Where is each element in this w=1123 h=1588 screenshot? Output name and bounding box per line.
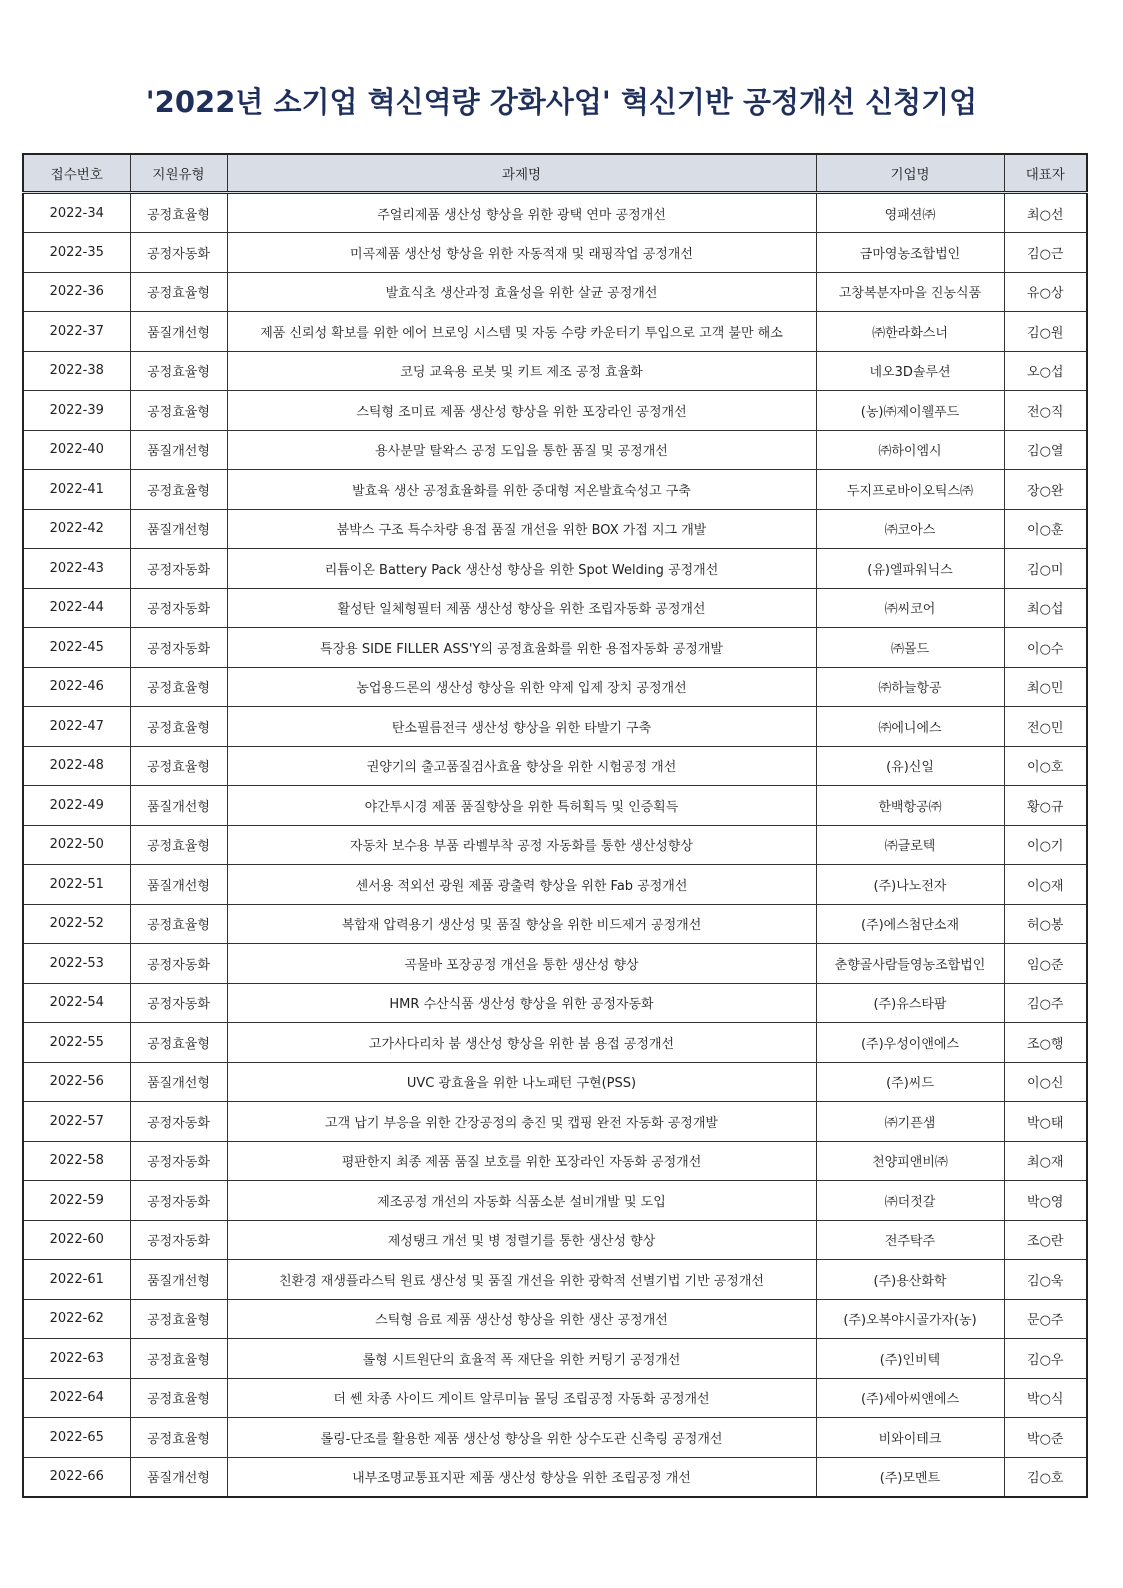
- cell-receipt-number: 2022-58: [23, 1141, 130, 1181]
- cell-project-title: 탄소필름전극 생산성 향상을 위한 타발기 구축: [227, 707, 816, 747]
- cell-representative: 황○규: [1004, 786, 1087, 826]
- cell-company-name: 춘향골사람들영농조합법인: [816, 944, 1004, 984]
- cell-support-type: 공정효율형: [130, 707, 227, 747]
- cell-company-name: ㈜한라화스너: [816, 312, 1004, 352]
- cell-project-title: 농업용드론의 생산성 향상을 위한 약제 입제 장치 공정개선: [227, 667, 816, 707]
- table-row: [23, 509, 1087, 549]
- table-row: [23, 1299, 1087, 1339]
- cell-representative: 조○란: [1004, 1220, 1087, 1260]
- cell-project-title: 제품 신뢰성 확보를 위한 에어 브로잉 시스템 및 자동 수량 카운터기 투입으로 고객 불만 해소: [227, 312, 816, 352]
- cell-project-title: 야간투시경 제품 품질향상을 위한 특허획득 및 인증획득: [227, 786, 816, 826]
- cell-support-type: 공정효율형: [130, 1378, 227, 1418]
- table-row: [23, 233, 1087, 273]
- cell-project-title: 고객 납기 부응을 위한 간장공정의 충진 및 캡핑 완전 자동화 공정개발: [227, 1102, 816, 1142]
- cell-support-type: 공정자동화: [130, 628, 227, 668]
- cell-representative: 전○직: [1004, 391, 1087, 431]
- header-project-title: 과제명: [227, 154, 816, 193]
- applicants-table-wrapper: [22, 153, 1086, 1498]
- cell-representative: 김○원: [1004, 312, 1087, 352]
- page-title: '2022년 소기업 혁신역량 강화사업' 혁신기반 공정개선 신청기업: [145, 85, 978, 119]
- header-receipt-number: 접수번호: [23, 154, 130, 193]
- cell-support-type: 공정효율형: [130, 351, 227, 391]
- cell-representative: 이○재: [1004, 865, 1087, 905]
- cell-support-type: 공정효율형: [130, 825, 227, 865]
- cell-company-name: (주)우성이앤에스: [816, 1023, 1004, 1063]
- table-row: [23, 1141, 1087, 1181]
- table-row: [23, 667, 1087, 707]
- cell-receipt-number: 2022-59: [23, 1181, 130, 1221]
- table-row: [23, 1023, 1087, 1063]
- cell-project-title: 센서용 적외선 광원 제품 광출력 향상을 위한 Fab 공정개선: [227, 865, 816, 905]
- cell-representative: 박○식: [1004, 1378, 1087, 1418]
- cell-receipt-number: 2022-63: [23, 1339, 130, 1379]
- cell-representative: 임○준: [1004, 944, 1087, 984]
- cell-company-name: (주)유스타팜: [816, 983, 1004, 1023]
- cell-project-title: 특장용 SIDE FILLER ASS'Y의 공정효율화를 위한 용접자동화 공정개발: [227, 628, 816, 668]
- table-row: [23, 1418, 1087, 1458]
- table-row: [23, 746, 1087, 786]
- cell-representative: 전○민: [1004, 707, 1087, 747]
- cell-company-name: (주)씨드: [816, 1062, 1004, 1102]
- cell-receipt-number: 2022-61: [23, 1260, 130, 1300]
- table-row: [23, 1181, 1087, 1221]
- cell-project-title: 복합재 압력용기 생산성 및 품질 향상을 위한 비드제거 공정개선: [227, 904, 816, 944]
- table-row: [23, 1378, 1087, 1418]
- cell-receipt-number: 2022-66: [23, 1457, 130, 1497]
- cell-project-title: 권양기의 출고품질검사효율 향상을 위한 시험공정 개선: [227, 746, 816, 786]
- cell-receipt-number: 2022-38: [23, 351, 130, 391]
- cell-company-name: 두지프로바이오틱스㈜: [816, 470, 1004, 510]
- cell-project-title: 용사분말 탈왁스 공정 도입을 통한 품질 및 공정개선: [227, 430, 816, 470]
- table-row: [23, 825, 1087, 865]
- cell-company-name: ㈜더젓갈: [816, 1181, 1004, 1221]
- cell-project-title: 주얼리제품 생산성 향상을 위한 광택 연마 공정개선: [227, 193, 816, 233]
- table-row: [23, 707, 1087, 747]
- cell-representative: 최○선: [1004, 193, 1087, 233]
- cell-representative: 김○주: [1004, 983, 1087, 1023]
- cell-company-name: (유)신일: [816, 746, 1004, 786]
- cell-representative: 김○열: [1004, 430, 1087, 470]
- cell-representative: 허○봉: [1004, 904, 1087, 944]
- table-body: [23, 193, 1087, 1498]
- cell-company-name: (주)오복야시골가자(농): [816, 1299, 1004, 1339]
- cell-receipt-number: 2022-54: [23, 983, 130, 1023]
- cell-support-type: 품질개선형: [130, 312, 227, 352]
- cell-receipt-number: 2022-40: [23, 430, 130, 470]
- table-header-row: [23, 154, 1087, 193]
- cell-company-name: 천양피앤비㈜: [816, 1141, 1004, 1181]
- cell-company-name: 영패션㈜: [816, 193, 1004, 233]
- table-row: [23, 1457, 1087, 1497]
- cell-company-name: (유)엘파워닉스: [816, 549, 1004, 589]
- cell-company-name: 네오3D솔루션: [816, 351, 1004, 391]
- cell-support-type: 공정효율형: [130, 391, 227, 431]
- cell-representative: 문○주: [1004, 1299, 1087, 1339]
- cell-company-name: (주)세아씨앤에스: [816, 1378, 1004, 1418]
- cell-project-title: 친환경 재생플라스틱 원료 생산성 및 품질 개선을 위한 광학적 선별기법 기반 공정개선: [227, 1260, 816, 1300]
- cell-support-type: 공정효율형: [130, 1418, 227, 1458]
- cell-support-type: 공정효율형: [130, 1339, 227, 1379]
- cell-representative: 김○우: [1004, 1339, 1087, 1379]
- cell-representative: 장○완: [1004, 470, 1087, 510]
- cell-receipt-number: 2022-48: [23, 746, 130, 786]
- cell-receipt-number: 2022-52: [23, 904, 130, 944]
- table-row: [23, 1260, 1087, 1300]
- cell-project-title: 평판한지 최종 제품 품질 보호를 위한 포장라인 자동화 공정개선: [227, 1141, 816, 1181]
- cell-receipt-number: 2022-35: [23, 233, 130, 273]
- cell-representative: 이○수: [1004, 628, 1087, 668]
- cell-representative: 김○미: [1004, 549, 1087, 589]
- table-row: [23, 470, 1087, 510]
- cell-support-type: 공정효율형: [130, 1023, 227, 1063]
- cell-support-type: 공정자동화: [130, 588, 227, 628]
- cell-support-type: 품질개선형: [130, 430, 227, 470]
- cell-project-title: 제조공정 개선의 자동화 식품소분 설비개발 및 도입: [227, 1181, 816, 1221]
- table-row: [23, 193, 1087, 233]
- cell-project-title: 롤링-단조를 활용한 제품 생산성 향상을 위한 상수도관 신축링 공정개선: [227, 1418, 816, 1458]
- cell-project-title: 리튬이온 Battery Pack 생산성 향상을 위한 Spot Welding 공정개선: [227, 549, 816, 589]
- table-row: [23, 588, 1087, 628]
- table-row: [23, 351, 1087, 391]
- cell-receipt-number: 2022-50: [23, 825, 130, 865]
- cell-project-title: 붐박스 구조 특수차량 용접 품질 개선을 위한 BOX 가접 지그 개발: [227, 509, 816, 549]
- cell-receipt-number: 2022-65: [23, 1418, 130, 1458]
- cell-representative: 최○민: [1004, 667, 1087, 707]
- table-row: [23, 1102, 1087, 1142]
- cell-representative: 김○근: [1004, 233, 1087, 273]
- cell-project-title: 고가사다리차 붐 생산성 향상을 위한 붐 용접 공정개선: [227, 1023, 816, 1063]
- cell-support-type: 품질개선형: [130, 1062, 227, 1102]
- cell-representative: 유○상: [1004, 272, 1087, 312]
- cell-support-type: 공정효율형: [130, 272, 227, 312]
- cell-company-name: ㈜글로텍: [816, 825, 1004, 865]
- cell-receipt-number: 2022-43: [23, 549, 130, 589]
- cell-representative: 이○훈: [1004, 509, 1087, 549]
- table-row: [23, 549, 1087, 589]
- cell-company-name: (주)인비텍: [816, 1339, 1004, 1379]
- cell-project-title: 스틱형 조미료 제품 생산성 향상을 위한 포장라인 공정개선: [227, 391, 816, 431]
- cell-receipt-number: 2022-41: [23, 470, 130, 510]
- cell-receipt-number: 2022-42: [23, 509, 130, 549]
- table-row: [23, 865, 1087, 905]
- cell-company-name: 금마영농조합법인: [816, 233, 1004, 273]
- cell-receipt-number: 2022-60: [23, 1220, 130, 1260]
- table-row: [23, 391, 1087, 431]
- cell-company-name: 한백항공㈜: [816, 786, 1004, 826]
- cell-receipt-number: 2022-57: [23, 1102, 130, 1142]
- cell-support-type: 공정자동화: [130, 1102, 227, 1142]
- cell-company-name: ㈜하이엠시: [816, 430, 1004, 470]
- cell-receipt-number: 2022-51: [23, 865, 130, 905]
- cell-representative: 이○기: [1004, 825, 1087, 865]
- cell-project-title: 롤형 시트원단의 효율적 폭 재단을 위한 커팅기 공정개선: [227, 1339, 816, 1379]
- cell-company-name: ㈜씨코어: [816, 588, 1004, 628]
- cell-company-name: 비와이테크: [816, 1418, 1004, 1458]
- cell-representative: 최○섭: [1004, 588, 1087, 628]
- cell-support-type: 품질개선형: [130, 509, 227, 549]
- cell-support-type: 공정효율형: [130, 746, 227, 786]
- cell-receipt-number: 2022-39: [23, 391, 130, 431]
- cell-company-name: ㈜에니에스: [816, 707, 1004, 747]
- cell-support-type: 공정효율형: [130, 904, 227, 944]
- cell-company-name: ㈜코아스: [816, 509, 1004, 549]
- table-row: [23, 786, 1087, 826]
- table-row: [23, 944, 1087, 984]
- table-row: [23, 430, 1087, 470]
- header-company-name: 기업명: [816, 154, 1004, 193]
- cell-receipt-number: 2022-37: [23, 312, 130, 352]
- table-row: [23, 1339, 1087, 1379]
- cell-project-title: 미곡제품 생산성 향상을 위한 자동적재 및 래핑작업 공정개선: [227, 233, 816, 273]
- cell-project-title: 제성탱크 개선 및 병 정렬기를 통한 생산성 향상: [227, 1220, 816, 1260]
- table-row: [23, 272, 1087, 312]
- cell-project-title: 활성탄 일체형필터 제품 생산성 향상을 위한 조립자동화 공정개선: [227, 588, 816, 628]
- cell-company-name: 고창복분자마을 진농식품: [816, 272, 1004, 312]
- table-row: [23, 983, 1087, 1023]
- cell-representative: 조○행: [1004, 1023, 1087, 1063]
- cell-receipt-number: 2022-47: [23, 707, 130, 747]
- cell-receipt-number: 2022-56: [23, 1062, 130, 1102]
- cell-receipt-number: 2022-55: [23, 1023, 130, 1063]
- cell-support-type: 품질개선형: [130, 1457, 227, 1497]
- cell-company-name: (주)에스첨단소재: [816, 904, 1004, 944]
- cell-project-title: UVC 광효율을 위한 나노패턴 구현(PSS): [227, 1062, 816, 1102]
- cell-receipt-number: 2022-49: [23, 786, 130, 826]
- cell-support-type: 공정효율형: [130, 193, 227, 233]
- cell-support-type: 품질개선형: [130, 786, 227, 826]
- cell-support-type: 공정자동화: [130, 1141, 227, 1181]
- cell-project-title: 더 쎈 차종 사이드 게이트 알루미늄 몰딩 조립공정 자동화 공정개선: [227, 1378, 816, 1418]
- cell-project-title: 자동차 보수용 부품 라벨부착 공정 자동화를 통한 생산성향상: [227, 825, 816, 865]
- cell-receipt-number: 2022-64: [23, 1378, 130, 1418]
- table-row: [23, 1220, 1087, 1260]
- cell-representative: 이○신: [1004, 1062, 1087, 1102]
- header-support-type: 지원유형: [130, 154, 227, 193]
- cell-receipt-number: 2022-36: [23, 272, 130, 312]
- cell-support-type: 품질개선형: [130, 1260, 227, 1300]
- cell-representative: 박○준: [1004, 1418, 1087, 1458]
- cell-project-title: 스틱형 음료 제품 생산성 향상을 위한 생산 공정개선: [227, 1299, 816, 1339]
- applicants-table: [22, 153, 1088, 1498]
- cell-representative: 박○영: [1004, 1181, 1087, 1221]
- header-representative: 대표자: [1004, 154, 1087, 193]
- cell-project-title: 발효식초 생산과정 효율성을 위한 살균 공정개선: [227, 272, 816, 312]
- cell-representative: 박○태: [1004, 1102, 1087, 1142]
- table-row: [23, 904, 1087, 944]
- cell-company-name: (주)모멘트: [816, 1457, 1004, 1497]
- cell-support-type: 공정자동화: [130, 983, 227, 1023]
- table-row: [23, 628, 1087, 668]
- cell-representative: 이○호: [1004, 746, 1087, 786]
- cell-support-type: 공정효율형: [130, 470, 227, 510]
- cell-project-title: 내부조명교통표지판 제품 생산성 향상을 위한 조립공정 개선: [227, 1457, 816, 1497]
- cell-representative: 김○호: [1004, 1457, 1087, 1497]
- cell-project-title: HMR 수산식품 생산성 향상을 위한 공정자동화: [227, 983, 816, 1023]
- cell-project-title: 코딩 교육용 로봇 및 키트 제조 공정 효율화: [227, 351, 816, 391]
- cell-project-title: 발효육 생산 공정효율화를 위한 중대형 저온발효숙성고 구축: [227, 470, 816, 510]
- cell-representative: 최○재: [1004, 1141, 1087, 1181]
- cell-company-name: ㈜하늘항공: [816, 667, 1004, 707]
- cell-support-type: 공정자동화: [130, 1220, 227, 1260]
- cell-company-name: ㈜기픈샘: [816, 1102, 1004, 1142]
- cell-support-type: 공정자동화: [130, 549, 227, 589]
- table-row: [23, 1062, 1087, 1102]
- cell-receipt-number: 2022-45: [23, 628, 130, 668]
- cell-receipt-number: 2022-44: [23, 588, 130, 628]
- cell-company-name: ㈜몰드: [816, 628, 1004, 668]
- cell-company-name: (농)㈜제이웰푸드: [816, 391, 1004, 431]
- cell-company-name: (주)용산화학: [816, 1260, 1004, 1300]
- cell-support-type: 공정효율형: [130, 1299, 227, 1339]
- cell-support-type: 공정자동화: [130, 233, 227, 273]
- cell-project-title: 곡물바 포장공정 개선을 통한 생산성 향상: [227, 944, 816, 984]
- cell-company-name: 전주탁주: [816, 1220, 1004, 1260]
- cell-support-type: 공정자동화: [130, 1181, 227, 1221]
- table-row: [23, 312, 1087, 352]
- cell-company-name: (주)나노전자: [816, 865, 1004, 905]
- cell-support-type: 공정효율형: [130, 667, 227, 707]
- cell-representative: 김○욱: [1004, 1260, 1087, 1300]
- cell-receipt-number: 2022-53: [23, 944, 130, 984]
- cell-representative: 오○섭: [1004, 351, 1087, 391]
- cell-receipt-number: 2022-62: [23, 1299, 130, 1339]
- cell-support-type: 품질개선형: [130, 865, 227, 905]
- cell-support-type: 공정자동화: [130, 944, 227, 984]
- cell-receipt-number: 2022-46: [23, 667, 130, 707]
- cell-receipt-number: 2022-34: [23, 193, 130, 233]
